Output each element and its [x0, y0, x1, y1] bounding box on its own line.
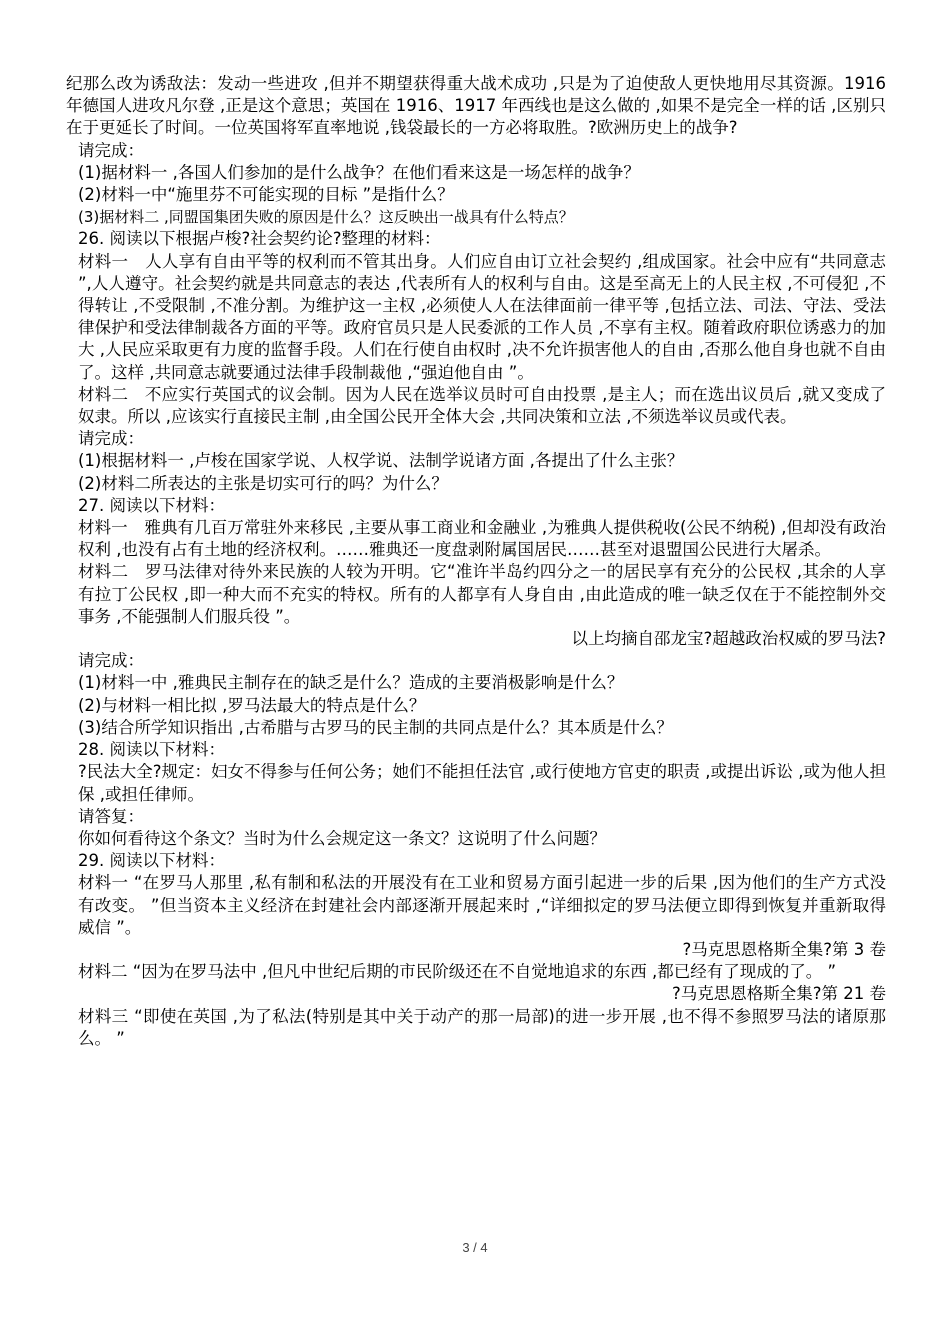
q29-material-2: 材料二 “因为在罗马法中 ,但凡中世纪后期的市民阶级还在不自觉地追求的东西 ,都已经有了现成的了。 ”: [78, 962, 837, 982]
question-29-heading: 29. 阅读以下材料：: [78, 851, 225, 871]
q28-prompt: 请答复：: [78, 806, 144, 826]
q26-material-1: 材料一 人人享有自由平等的权利而不管其出身。人们应自由订立社会契约 ,组成国家。社会中应有“共同意志 ”,人人遵守。社会契约就是共同意志的表达 ,代表所有人的权利与自由。这是至高无上的人民主权 ,不可侵犯 ,不得转让 ,不受限制 ,不准分割。为维护这一主权 ,必须使人人在法律面前一律平等 ,包括立法、司法、守法、受法律保护和受法律制裁各方面的平等。政府官员只是人民委派的工作人员 ,不享有主权。随着政府职位诱惑力的加大 ,人民应采取更有力度的监督手段。人们在行使自由权时 ,决不允许损害他人的自由 ,否那么他自身也就不自由了。这样 ,共同意志就要通过法律手段制裁他 ,“强迫他自由 ”。: [78, 251, 886, 382]
q29-source-2: ?马克思恩格斯全集?第 21 卷: [671, 984, 886, 1004]
q28-question: 你如何看待这个条文？当时为什么会规定这一条文？这说明了什么问题？: [78, 828, 606, 848]
text-line-5: (3)据材料二 ,同盟国集团失败的原因是什么？这反映出一战具有什么特点？: [78, 208, 574, 227]
q26-material-2: 材料二 不应实行英国式的议会制。因为人民在选举议员时可自由投票 ,是主人；而在选出议员后 ,就又变成了奴隶。所以 ,应该实行直接民主制 ,由全国公民开全体大会 ,共同决策和立法 ,不须选举议员或代表。: [78, 384, 886, 427]
q29-source-1: ?马克思恩格斯全集?第 3 卷: [682, 939, 886, 959]
page-number: 3 / 4: [462, 1240, 488, 1255]
question-26-heading: 26. 阅读以下根据卢梭?社会契约论?整理的材料：: [78, 229, 441, 249]
document-body: [66, 73, 886, 1050]
q27-sub-1: (1)材料一中 ,雅典民主制存在的缺乏是什么？造成的主要消极影响是什么？: [78, 673, 624, 693]
q27-prompt: 请完成：: [78, 651, 144, 671]
q29-material-1: 材料一 “在罗马人那里 ,私有制和私法的开展没有在工业和贸易方面引起进一步的后果 ,因为他们的生产方式没有改变。 ”但当资本主义经济在封建社会内部逐渐开展起来时 ,“详细拟定的罗马法便立即得到恢复并重新取得威信 ”。: [78, 873, 886, 937]
q26-prompt: 请完成：: [78, 429, 144, 449]
text-line-4: (2)材料一中“施里芬不可能实现的目标 ”是指什么？: [78, 185, 454, 205]
text-line-1: 纪那么改为诱敌法：发动一些进攻 ,但并不期望获得重大战术成功 ,只是为了迫使敌人更快地用尽其资源。1916 年德国人进攻凡尔登 ,正是这个意思；英国在 1916、1917 年西线也是这么做的 ,如果不是完全一样的话 ,区别只在于更延长了时间。一位英国将军直率地说 ,钱袋最长的一方必将取胜。?欧洲历史上的战争?: [66, 74, 886, 138]
q27-sub-3: (3)结合所学知识指出 ,古希腊与古罗马的民主制的共同点是什么？其本质是什么？: [78, 717, 673, 737]
text-line-3: (1)据材料一 ,各国人们参加的是什么战争？在他们看来这是一场怎样的战争？: [78, 162, 640, 182]
question-28-heading: 28. 阅读以下材料：: [78, 740, 225, 760]
q27-material-2: 材料二 罗马法律对待外来民族的人较为开明。它“准许半岛约四分之一的居民享有充分的公民权 ,其余的人享有拉丁公民权 ,即一种大而不充实的特权。所有的人都享有人身自由 ,由此造成的唯一缺乏仅在于不能控制外交事务 ,不能强制人们服兵役 ”。: [78, 562, 886, 626]
q29-material-3: 材料三 “即使在英国 ,为了私法(特别是其中关于动产的那一局部)的进一步开展 ,也不得不参照罗马法的诸原那么。 ”: [78, 1006, 886, 1048]
q27-source: 以上均摘自邵龙宝?超越政治权威的罗马法?: [571, 629, 886, 649]
q26-sub-1: (1)根据材料一 ,卢梭在国家学说、人权学说、法制学说诸方面 ,各提出了什么主张？: [78, 451, 684, 471]
text-line-2: 请完成：: [78, 140, 144, 160]
q26-sub-2: (2)材料二所表达的主张是切实可行的吗？为什么？: [78, 473, 448, 493]
q27-sub-2: (2)与材料一相比拟 ,罗马法最大的特点是什么？: [78, 695, 426, 715]
question-27-heading: 27. 阅读以下材料：: [78, 495, 225, 515]
q27-material-1: 材料一 雅典有几百万常驻外来移民 ,主要从事工商业和金融业 ,为雅典人提供税收(公民不纳税) ,但却没有政治权利 ,也没有占有土地的经济权利。……雅典还一度盘剥附属国居民……甚至对退盟国公民进行大屠杀。: [78, 518, 886, 560]
q28-material: ?民法大全?规定：妇女不得参与任何公务；她们不能担任法官 ,或行使地方官吏的职责 ,或提出诉讼 ,或为他人担保 ,或担任律师。: [78, 762, 887, 804]
